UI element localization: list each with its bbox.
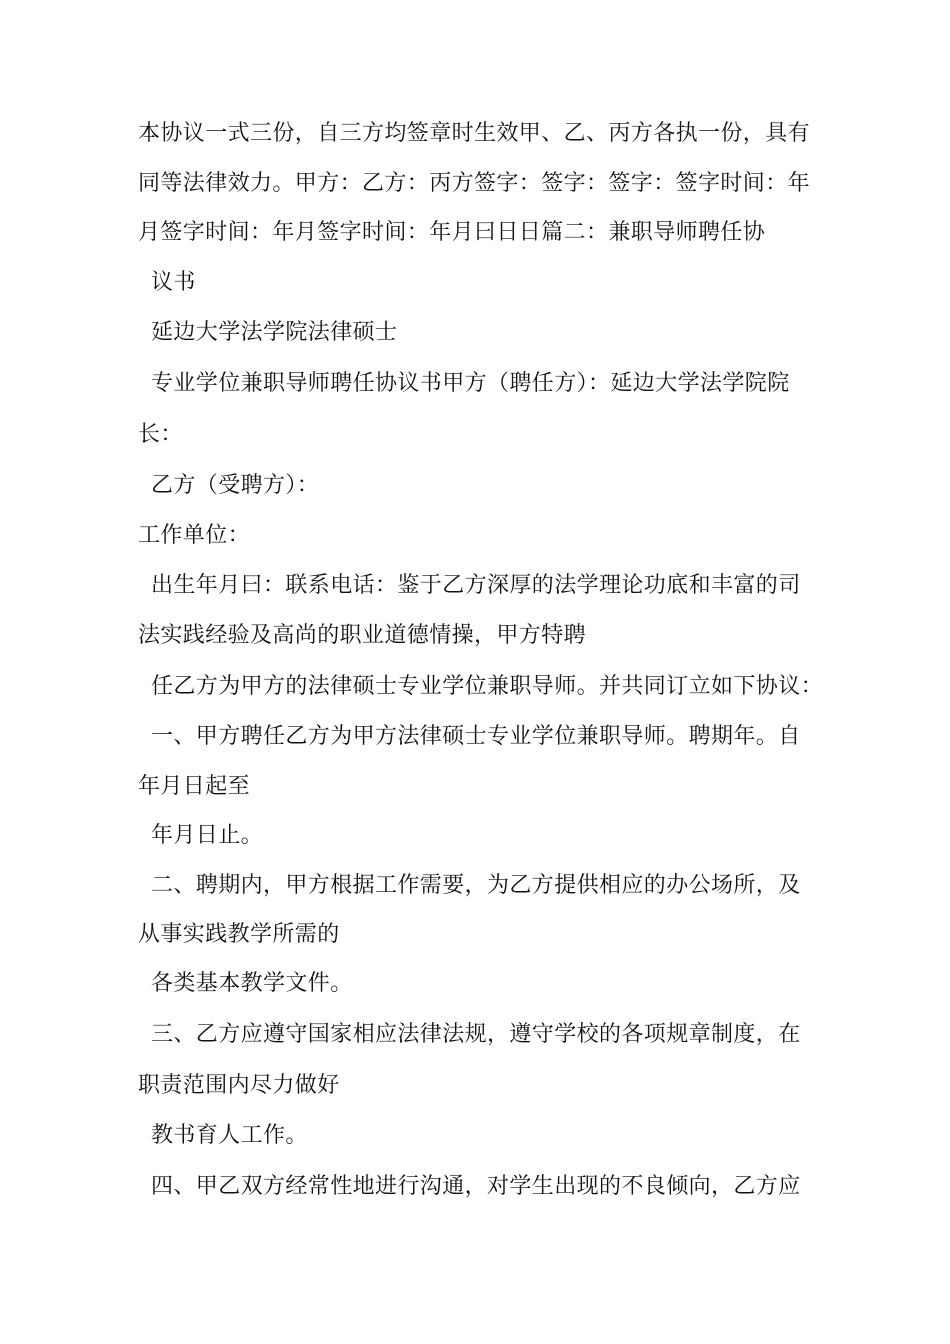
text-line: 任乙方为甲方的法律硕士专业学位兼职导师。并共同订立如下协议： bbox=[151, 674, 824, 699]
text-line: 本协议一式三份，自三方均签章时生效甲、乙、丙方各执一份，具有 bbox=[138, 121, 811, 146]
text-line: 同等法律效力。甲方：乙方：丙方签字：签字：签字：签字时间：年 bbox=[138, 171, 811, 196]
text-line: 年月日止。 bbox=[151, 823, 264, 848]
text-line: 月签字时间：年月签字时间：年月曰日日篇二：兼职导师聘任协 bbox=[138, 220, 766, 245]
text-line: 三、乙方应遵守国家相应法律法规，遵守学校的各项规章制度，在 bbox=[151, 1022, 801, 1047]
text-line: 教书育人工作。 bbox=[151, 1123, 308, 1148]
text-line: 二、聘期内，甲方根据工作需要，为乙方提供相应的办公场所，及 bbox=[151, 873, 801, 898]
text-line: 年月日起至 bbox=[138, 774, 251, 799]
text-line: 一、甲方聘任乙方为甲方法律硕士专业学位兼职导师。聘期年。自 bbox=[151, 724, 801, 749]
text-line: 职责范围内尽力做好 bbox=[138, 1073, 340, 1098]
text-line: 从事实践教学所需的 bbox=[138, 922, 340, 947]
text-line: 乙方（受聘方）： bbox=[151, 473, 320, 498]
text-line: 专业学位兼职导师聘任协议书甲方（聘任方）：延边大学法学院院 bbox=[151, 371, 790, 396]
text-line: 议书 bbox=[151, 270, 196, 295]
text-line: 长： bbox=[138, 422, 183, 447]
text-line: 各类基本教学文件。 bbox=[151, 971, 353, 996]
text-line: 延边大学法学院法律硕士 bbox=[151, 320, 398, 345]
text-line: 法实践经验及高尚的职业道德情操，甲方特聘 bbox=[138, 623, 587, 648]
text-line: 工作单位： bbox=[138, 523, 251, 548]
text-line: 四、甲乙双方经常性地进行沟通，对学生出现的不良倾向，乙方应 bbox=[151, 1174, 801, 1199]
text-line: 出生年月曰：联系电话：鉴于乙方深厚的法学理论功底和丰富的司 bbox=[151, 573, 801, 598]
